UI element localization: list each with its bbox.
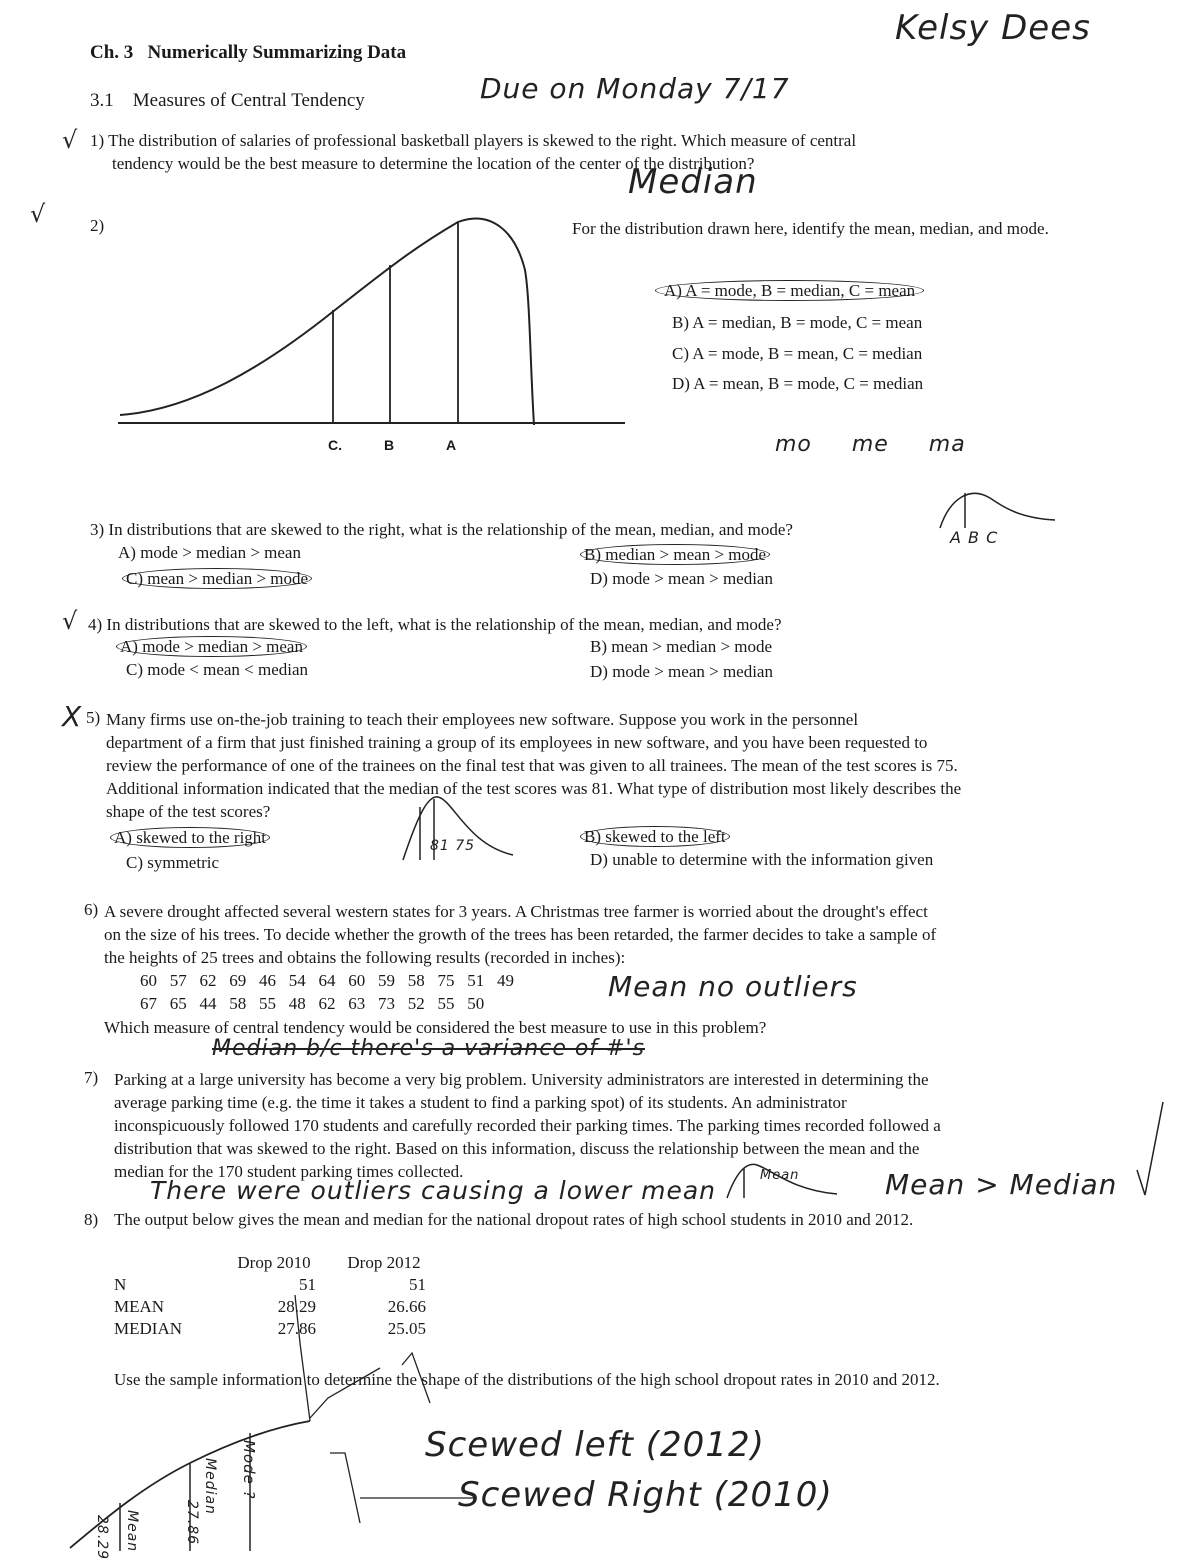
chapter-heading [90, 42, 406, 64]
q5-text-1: Many firms use on-the-job training to teach their employees new software. Suppose you work in the personnel [106, 710, 859, 729]
q1-text-1: The distribution of salaries of professional basketball players is skewed to the right. Which measure of central [108, 131, 857, 150]
q7-text-3: inconspicuously followed 170 students and carefully recorded their parking times. The parking times recorded followed a [114, 1116, 941, 1135]
q5-x-mark: X [62, 700, 83, 733]
q4-number: 4) [88, 615, 103, 634]
q7-sketch-note: Mean [760, 1168, 800, 1183]
q1-line1 [90, 131, 856, 151]
q2-option-c: C) A = mode, B = mean, C = median [672, 344, 923, 363]
q7-check-mark [1135, 1100, 1165, 1200]
q6-question: Which measure of central tendency would be considered the best measure to use in this problem? [104, 1018, 767, 1037]
q5-handwritten-note: 81 75 [430, 838, 476, 854]
q3-option-d: D) mode > mean > median [590, 569, 773, 588]
q4-check-mark: √ [62, 607, 78, 635]
table-header-cell: Drop 2010 [237, 1253, 311, 1272]
q8-sketch-median-value: 27.86 [184, 1500, 200, 1546]
q8-answer-1: Scewed left (2012) [425, 1425, 765, 1465]
q2-option-d: D) A = mean, B = mode, C = median [672, 374, 924, 393]
q2-option-b: B) A = median, B = mode, C = mean [672, 313, 923, 332]
q6-struck-answer: Median b/c there's a variance of #'s [212, 1036, 645, 1061]
q4-option-b: B) mean > median > mode [590, 637, 773, 656]
q1-answer: Median [628, 162, 758, 202]
section-title: Measures of Central Tendency [132, 90, 365, 111]
q7-number: 7) [84, 1068, 99, 1087]
q5-text-2: department of a firm that just finished training a group of its employees in new software, and you have been requested to [106, 733, 928, 752]
q7-answer: There were outliers causing a lower mean [150, 1176, 717, 1205]
q2-check-mark: √ [30, 200, 46, 228]
q3-option-b: B) median > mean > mode [580, 545, 770, 565]
q2-label-b: B [384, 437, 395, 453]
due-note: Due on Monday 7/17 [480, 72, 790, 105]
q8-answer-2: Scewed Right (2010) [458, 1475, 833, 1515]
q6-number: 6) [84, 900, 99, 919]
q2-option-a: A) A = mode, B = median, C = mean [655, 281, 924, 301]
q1-number: 1) [90, 131, 105, 150]
q4-option-a: A) mode > median > mean [116, 637, 307, 657]
table-cell: 51 [299, 1275, 316, 1294]
table-cell: MEDIAN [114, 1319, 182, 1338]
q8-sketch [60, 1293, 460, 1553]
q5-text-3: review the performance of one of the trainees on the final test that was given to all trainees. The mean of the test scores is 75. [106, 756, 958, 775]
q6-text-1: A severe drought affected several western states for 3 years. A Christmas tree farmer is worried about the drought's effect [104, 902, 928, 921]
q8-number: 8) [84, 1210, 99, 1229]
q5-option-a: A) skewed to the right [110, 828, 270, 848]
q8-sketch-mode-label: Mode ? [240, 1440, 258, 1500]
q3-line [90, 520, 793, 540]
q6-answer: Mean no outliers [608, 970, 858, 1003]
section-heading [90, 90, 365, 112]
q5-text-5: shape of the test scores? [106, 802, 271, 821]
q4-prompt: In distributions that are skewed to the left, what is the relationship of the mean, median, and mode? [106, 615, 782, 634]
table-cell: 26.66 [387, 1297, 426, 1316]
table-cell: 27.86 [277, 1319, 316, 1338]
section-number: 3.1 [90, 90, 114, 111]
q3-option-c: C) mean > median > mode [122, 569, 312, 589]
chapter-title: Numerically Summarizing Data [147, 42, 407, 63]
q8-sketch-mean-label: Mean [124, 1510, 140, 1553]
q8-prompt: The output below gives the mean and median for the national dropout rates of high school students in 2010 and 2012. [114, 1210, 914, 1229]
q2-curve [120, 219, 534, 425]
q6-text-2: on the size of his trees. To decide whether the growth of the trees has been retarded, the farmer decides to take a sample of [104, 925, 937, 944]
q4-line [88, 615, 782, 635]
table-header-cell [114, 1252, 214, 1274]
table-header-row [114, 1252, 434, 1274]
q2-label-c: C. [328, 437, 342, 453]
q1-check-mark: √ [62, 126, 78, 154]
q7-text-1: Parking at a large university has become a very big problem. University administrators are interested in determining the [114, 1070, 929, 1089]
q3-number: 3) [90, 520, 105, 539]
q5-option-b: B) skewed to the left [580, 827, 730, 847]
student-name: Kelsy Dees [895, 8, 1091, 48]
q2-prompt: For the distribution drawn here, identify the mean, median, and mode. [572, 219, 1049, 238]
q8-question: Use the sample information to determine the shape of the distributions of the high school dropout rates in 2010 and 2012. [114, 1370, 940, 1389]
q4-option-d: D) mode > mean > median [590, 662, 773, 681]
table-cell: 51 [409, 1275, 426, 1294]
q4-option-c: C) mode < mean < median [126, 660, 309, 679]
q5-sketch [398, 795, 518, 865]
q3-option-a: A) mode > median > mean [118, 543, 301, 562]
q5-option-d: D) unable to determine with the information given [590, 850, 934, 869]
q2-handwritten-note: mo me ma [775, 432, 966, 457]
q8-sketch-mean-value: 28.29 [94, 1515, 110, 1560]
q3-handwritten-note: A B C [950, 528, 999, 547]
q2-number: 2) [90, 216, 105, 235]
q6-data-row-2: 67 65 44 58 55 48 62 63 73 52 55 50 [140, 994, 485, 1013]
table-header-cell: Drop 2012 [347, 1253, 421, 1272]
q6-text-3: the heights of 25 trees and obtains the following results (recorded in inches): [104, 948, 626, 967]
q1-text-2: tendency would be the best measure to determine the location of the center of the distribution? [112, 154, 755, 173]
table-cell: 25.05 [387, 1319, 426, 1338]
q7-text-2: average parking time (e.g. the time it takes a student to find a parking spot) of its students. An administrator [114, 1093, 847, 1112]
q5-text-4: Additional information indicated that the median of the test scores was 81. What type of distribution most likely describes the [106, 779, 962, 798]
q3-prompt: In distributions that are skewed to the right, what is the relationship of the mean, median, and mode? [108, 520, 793, 539]
q7-text-5: median for the 170 student parking times collected. [114, 1162, 464, 1181]
q7-answer-2: Mean > Median [885, 1168, 1118, 1201]
q2-distribution-graph [110, 210, 650, 450]
table-cell: 28.29 [277, 1297, 316, 1316]
q7-text-4: distribution that was skewed to the right. Based on this information, discuss the relationship between the mean and the [114, 1139, 920, 1158]
table-cell: MEAN [114, 1297, 165, 1316]
q8-sketch-median-label: Median [202, 1458, 218, 1515]
table-cell: N [114, 1275, 127, 1294]
q5-number: 5) [86, 708, 101, 727]
q6-data-row-1: 60 57 62 69 46 54 64 60 59 58 75 51 49 [140, 971, 514, 990]
q2-label-a: A [446, 437, 457, 453]
q5-option-c: C) symmetric [126, 853, 220, 872]
chapter-number: Ch. 3 [90, 42, 134, 63]
